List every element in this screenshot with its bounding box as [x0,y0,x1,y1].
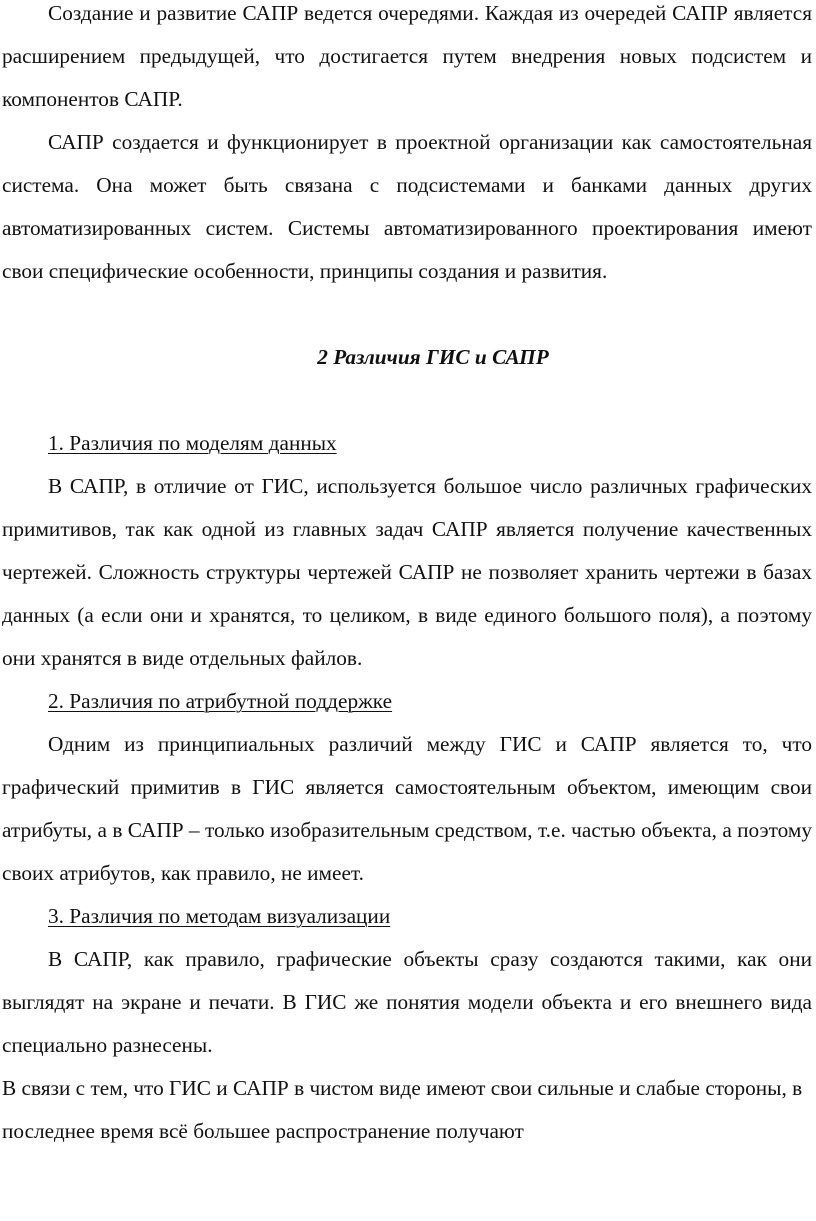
intro-paragraph-2: САПР создается и функционирует в проектной организации как самостоятельная система. Она может быть связана с подсистемами и банками данных других автоматизированных систем. Системы автоматизированного проектирования имеют свои специфические особенности, принципы создания и развития. [2,130,812,283]
subsection-title-1-text: 1. Различия по моделям данных [48,431,337,455]
intro-paragraph-1: Создание и развитие САПР ведется очередями. Каждая из очередей САПР является расширением предыдущей, что достигается путем внедрения новых подсистем и компонентов САПР. [2,1,812,111]
subsection-paragraph-2: Одним из принципиальных различий между ГИС и САПР является то, что графический примитив в ГИС является самостоятельным объектом, имеющим свои атрибуты, а в САПР – только изобразительным средством, т.е. частью объекта, а поэтому своих атрибутов, как правило, не имеет. [2,732,812,885]
subsection-paragraph-1: В САПР, в отличие от ГИС, используется большое число различных графических примитивов, так как одной из главных задач САПР является получение качественных чертежей. Сложность структуры чертежей САПР не позволяет хранить чертежи в базах данных (а если они и хранятся, то целиком, в виде единого большого поля), а поэтому они хранятся в виде отдельных файлов. [2,474,812,670]
subsection-title-3 [2,895,812,938]
closing-paragraph: В связи с тем, что ГИС и САПР в чистом виде имеют свои сильные и слабые стороны, в последнее время всё большее распространение получают [2,1076,803,1143]
document-body [2,0,812,1153]
subsection-title-2-text: 2. Различия по атрибутной поддержке [48,689,393,713]
subsection-title-3-text: 3. Различия по методам визуализации [48,904,391,928]
subsection-paragraph-3: В САПР, как правило, графические объекты сразу создаются такими, как они выглядят на экране и печати. В ГИС же понятия модели объекта и его внешнего вида специально разнесены. [2,947,812,1057]
subsection-title-1 [2,422,812,465]
section-heading: 2 Различия ГИС и САПР [317,345,549,369]
subsection-title-2 [2,680,812,723]
